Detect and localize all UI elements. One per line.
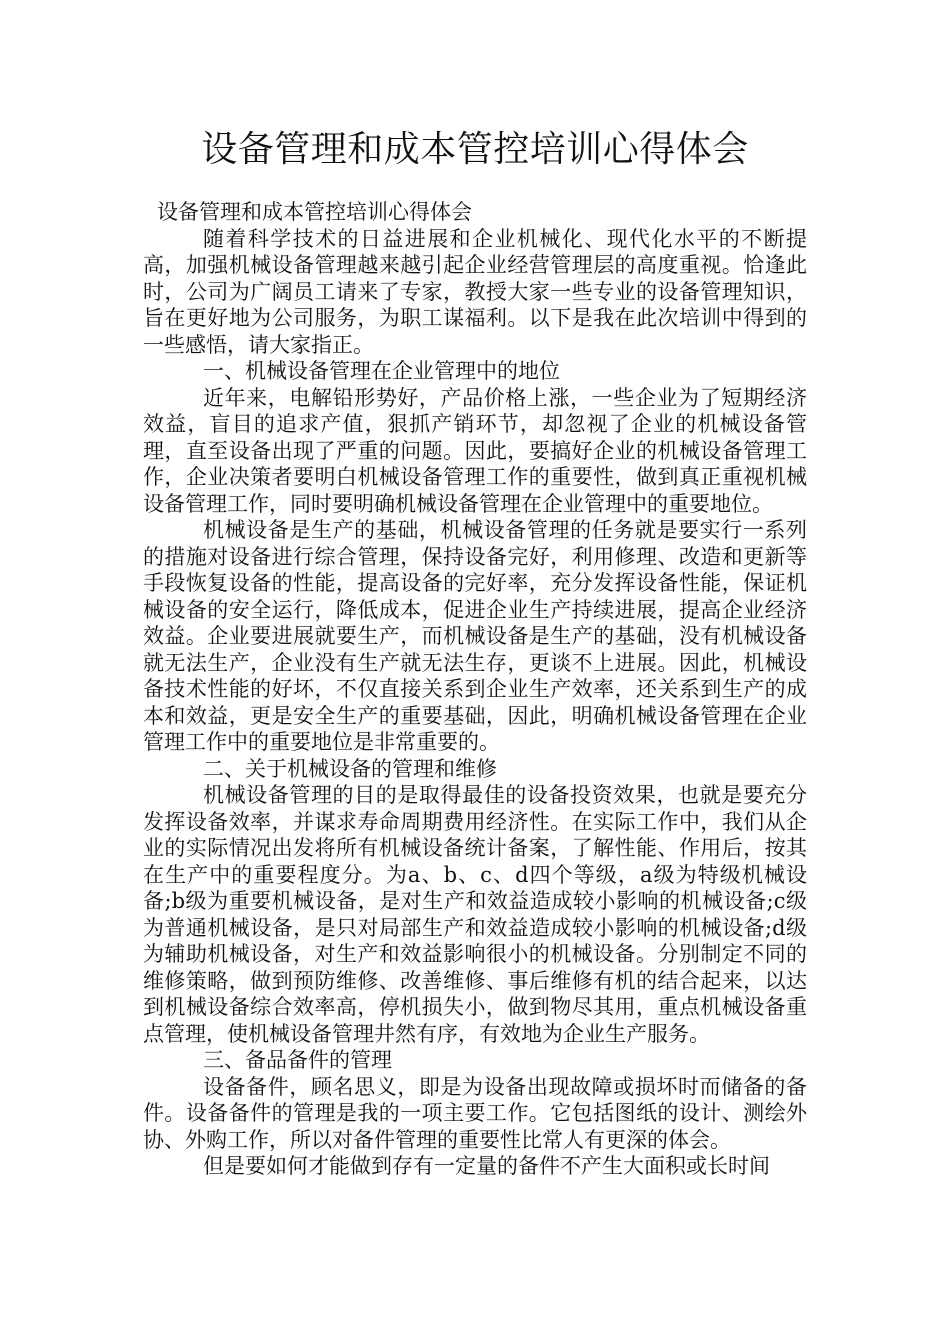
document-subtitle: 设备管理和成本管控培训心得体会 [157,200,472,224]
document-body [143,199,807,1180]
section-heading-2: 二、关于机械设备的管理和维修 [203,756,497,781]
document-title: 设备管理和成本管控培训心得体会 [201,129,749,170]
paragraph: 近年来，电解铅形势好，产品价格上涨，一些企业为了短期经济效益，盲目的追求产值，狠抓产销环节，却忽视了企业的机械设备管理，直至设备出现了严重的问题。因此，要搞好企业的机械设备管理工作，企业决策者要明白机械设备管理工作的重要性，做到真正重视机械设备管理工作，同时要明确机械设备管理在企业管理中的重要地位。 [143,385,807,516]
section-heading-3: 三、备品备件的管理 [203,1048,392,1072]
paragraph: 机械设备管理的目的是取得最佳的设备投资效果，也就是要充分发挥设备效率，并谋求寿命周期费用经济性。在实际工作中，我们从企业的实际情况出发将所有机械设备统计备案，了解性能、作用后，按其在生产中的重要程度分。为a、b、c、d四个等级，a级为特级机械设备;b级为重要机械设备，是对生产和效益造成较小影响的机械设备;c级为普通机械设备，是只对局部生产和效益造成较小影响的机械设备;d级为辅助机械设备，对生产和效益影响很小的机械设备。分别制定不同的维修策略，做到预防维修、改善维修、事后维修有机的结合起来，以达到机械设备综合效率高，停机损失小，做到物尽其用，重点机械设备重点管理，使机械设备管理井然有序，有效地为企业生产服务。 [143,783,807,1046]
paragraph: 但是要如何才能做到存有一定量的备件不产生大面积或长时间 [203,1154,770,1178]
paragraph-intro: 随着科学技术的日益进展和企业机械化、现代化水平的不断提高，加强机械设备管理越来越引起企业经营管理层的高度重视。恰逢此时，公司为广阔员工请来了专家，教授大家一些专业的设备管理知识，旨在更好地为公司服务，为职工谋福利。以下是我在此次培训中得到的一些感悟，请大家指正。 [143,226,807,357]
paragraph: 机械设备是生产的基础，机械设备管理的任务就是要实行一系列的措施对设备进行综合管理，保持设备完好，利用修理、改造和更新等手段恢复设备的性能，提高设备的完好率，充分发挥设备性能，保证机械设备的安全运行，降低成本，促进企业生产持续进展，提高企业经济效益。企业要进展就要生产，而机械设备是生产的基础，没有机械设备就无法生产，企业没有生产就无法生存，更谈不上进展。因此，机械设备技术性能的好坏，不仅直接关系到企业生产效率，还关系到生产的成本和效益，更是安全生产的重要基础，因此，明确机械设备管理在企业管理工作中的重要地位是非常重要的。 [143,518,807,754]
section-heading-1: 一、机械设备管理在企业管理中的地位 [203,359,560,383]
paragraph: 设备备件，顾名思义，即是为设备出现故障或损坏时而储备的备件。设备备件的管理是我的一项主要工作。它包括图纸的设计、测绘外协、外购工作，所以对备件管理的重要性比常人有更深的体会。 [143,1074,807,1152]
